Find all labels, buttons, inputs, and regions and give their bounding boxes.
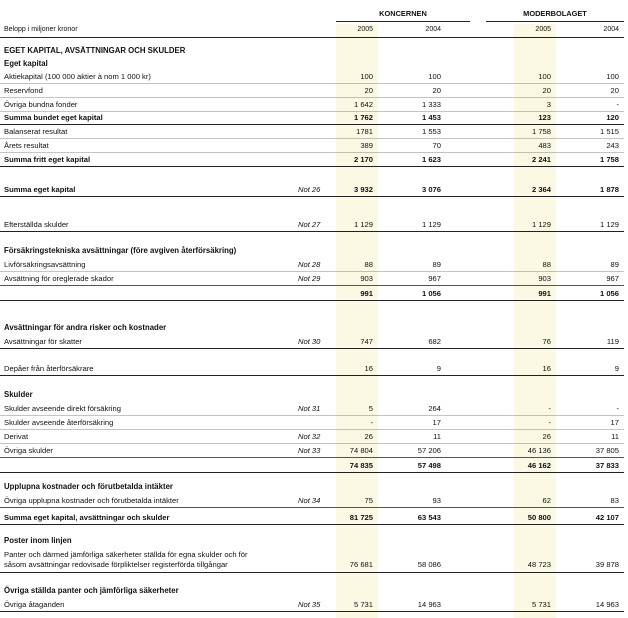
table-row [0, 598, 628, 612]
value-moder-2004: 9 [614, 364, 619, 373]
row-label: Summa fritt eget kapital [4, 155, 91, 164]
value-koncernen-2005: 1781 [356, 127, 373, 136]
table-row [0, 548, 628, 569]
row-label: Aktiekapital (100 000 aktier à nom 1 000 kr) [4, 72, 151, 81]
total-row [0, 287, 628, 301]
moderbolaget-header: MODERBOLAGET [523, 9, 587, 18]
value-koncernen-2004: 20 [432, 86, 441, 95]
value-moder-2004: 83 [610, 496, 619, 505]
value-moder-2004: 17 [610, 418, 619, 427]
value-koncernen-2005: 20 [364, 86, 373, 95]
value-koncernen-2005: 389 [360, 141, 373, 150]
row-divider [0, 285, 624, 286]
table-row [0, 84, 628, 98]
value-koncernen-2004: 17 [432, 418, 441, 427]
value-moder-2004: 89 [610, 260, 619, 269]
value-moder-2005: 16 [542, 364, 551, 373]
row-divider [0, 611, 624, 612]
moderbolaget-header-rule [486, 21, 624, 22]
value-moder-2004: 1 515 [599, 127, 619, 136]
note-reference: Not 30 [298, 337, 321, 346]
row-label: Årets resultat [4, 141, 49, 150]
value-koncernen-2005: - [370, 418, 373, 427]
value-koncernen-2005: 81 725 [349, 513, 373, 522]
note-reference: Not 28 [298, 260, 321, 269]
value-moder-2005: 1 758 [531, 127, 551, 136]
value-koncernen-2004: 1 333 [421, 100, 441, 109]
table-row [0, 272, 628, 286]
value-moder-2005: 46 136 [527, 446, 551, 455]
value-koncernen-2005: 76 681 [349, 560, 373, 569]
row-label: Livförsäkringsavsättning [4, 260, 86, 269]
value-moder-2004: 100 [606, 72, 619, 81]
value-moder-2005: - [548, 404, 551, 413]
table-row [0, 416, 628, 430]
year-moder-2004: 2004 [603, 26, 619, 33]
value-moder-2004: - [616, 100, 619, 109]
row-label: Balanserat resultat [4, 127, 68, 136]
section-heading-row [0, 44, 628, 58]
value-koncernen-2004: 967 [428, 274, 441, 283]
value-moder-2005: 3 [546, 100, 551, 109]
row-divider [0, 196, 624, 197]
value-moder-2005: 123 [538, 113, 551, 122]
total-row [0, 153, 628, 167]
value-moder-2005: 2 364 [531, 185, 551, 194]
value-moder-2004: 1 056 [599, 289, 619, 298]
value-moder-2004: 37 833 [595, 461, 619, 470]
note-reference: Not 26 [298, 185, 321, 194]
value-koncernen-2004: 1 129 [421, 220, 441, 229]
value-moder-2005: 62 [542, 496, 551, 505]
value-koncernen-2004: 14 963 [417, 600, 441, 609]
value-koncernen-2005: 1 762 [353, 113, 373, 122]
value-moder-2005: 100 [538, 72, 551, 81]
koncernen-header: KONCERNEN [379, 9, 427, 18]
row-divider [0, 524, 624, 525]
row-label: Summa eget kapital, avsättningar och skulder [4, 513, 170, 522]
value-koncernen-2005: 5 [368, 404, 373, 413]
row-label: Panter och därmed jämförliga säkerheter ställda för egna skulder och för [4, 550, 248, 559]
total-row [0, 111, 628, 125]
value-moder-2005: 88 [542, 260, 551, 269]
value-koncernen-2005: 75 [364, 496, 373, 505]
section-heading-row [0, 244, 628, 258]
row-divider [0, 507, 624, 508]
section-heading-row [0, 57, 628, 71]
row-divider [0, 572, 624, 573]
row-divider [0, 231, 624, 232]
note-reference: Not 34 [298, 496, 321, 505]
row-label: Övriga åtaganden [4, 600, 65, 609]
note-reference: Not 31 [298, 404, 321, 413]
value-moder-2004: 243 [606, 141, 619, 150]
value-koncernen-2005: 26 [364, 432, 373, 441]
value-moder-2004: 1 758 [599, 155, 619, 164]
table-row [0, 70, 628, 84]
koncernen-header-rule [336, 21, 470, 22]
value-moder-2004: 119 [606, 337, 619, 346]
table-row [0, 125, 628, 139]
row-label: Reservfond [4, 86, 43, 95]
value-moder-2005: 991 [538, 289, 551, 298]
value-koncernen-2004: 1 056 [421, 289, 441, 298]
value-koncernen-2005: 88 [364, 260, 373, 269]
value-koncernen-2005: 5 731 [353, 600, 373, 609]
value-koncernen-2004: 682 [428, 337, 441, 346]
value-koncernen-2004: 89 [432, 260, 441, 269]
value-moder-2005: 26 [542, 432, 551, 441]
value-moder-2004: 20 [610, 86, 619, 95]
value-moder-2005: 1 129 [531, 220, 551, 229]
section-title: Övriga ställda panter och jämförliga säkerheter [4, 586, 179, 595]
value-koncernen-2004: 63 543 [417, 513, 441, 522]
value-moder-2004: 39 878 [595, 560, 619, 569]
row-label: Avsättning för oreglerade skador [4, 274, 114, 283]
value-moder-2005: 50 800 [527, 513, 551, 522]
value-koncernen-2004: 93 [432, 496, 441, 505]
value-koncernen-2005: 903 [360, 274, 373, 283]
value-koncernen-2004: 57 498 [417, 461, 441, 470]
value-koncernen-2004: 1 453 [421, 113, 441, 122]
value-moder-2004: 37 805 [595, 446, 619, 455]
header-years-row [0, 23, 628, 37]
value-koncernen-2005: 1 642 [353, 100, 373, 109]
value-koncernen-2004: 11 [433, 432, 441, 441]
value-koncernen-2005: 1 129 [353, 220, 373, 229]
section-title: Eget kapital [4, 59, 48, 68]
row-label: Övriga bundna fonder [4, 100, 78, 109]
year-koncernen-2004: 2004 [425, 26, 441, 33]
section-title: Försäkringstekniska avsättningar (före avgiven återförsäkring) [4, 246, 237, 255]
total-row [0, 511, 628, 525]
value-koncernen-2005: 74 835 [349, 461, 373, 470]
section-heading-row [0, 321, 628, 335]
value-moder-2005: 903 [538, 274, 551, 283]
table-row [0, 98, 628, 112]
value-koncernen-2004: 58 086 [417, 560, 441, 569]
value-moder-2004: 120 [606, 113, 619, 122]
unit-label: Belopp i miljoner kronor [4, 26, 78, 33]
row-label: Summa bundet eget kapital [4, 113, 103, 122]
table-row [0, 430, 628, 444]
table-row [0, 218, 628, 232]
value-koncernen-2004: 1 623 [421, 155, 441, 164]
value-koncernen-2004: 1 553 [421, 127, 441, 136]
value-koncernen-2004: 9 [436, 364, 441, 373]
value-koncernen-2005: 2 170 [353, 155, 373, 164]
table-row [0, 139, 628, 153]
note-reference: Not 33 [298, 446, 321, 455]
table-row [0, 494, 628, 508]
row-label: Efterställda skulder [4, 220, 69, 229]
year-moder-2005: 2005 [535, 26, 551, 33]
row-label: Övriga skulder [4, 446, 53, 455]
value-moder-2005: 46 162 [527, 461, 551, 470]
value-moder-2004: 967 [606, 274, 619, 283]
value-moder-2004: 1 129 [599, 220, 619, 229]
value-moder-2005: 48 723 [527, 560, 551, 569]
section-heading-row [0, 584, 628, 598]
table-row [0, 362, 628, 376]
header-bottom-rule [0, 37, 624, 38]
row-label: Summa eget kapital [4, 185, 76, 194]
table-row [0, 258, 628, 272]
value-moder-2005: 76 [542, 337, 551, 346]
row-label: Derivat [4, 432, 29, 441]
row-divider [0, 472, 624, 473]
value-moder-2004: 1 878 [599, 185, 619, 194]
row-divider [0, 300, 624, 301]
value-koncernen-2004: 70 [432, 141, 441, 150]
value-koncernen-2005: 991 [360, 289, 373, 298]
value-koncernen-2005: 74 804 [349, 446, 373, 455]
value-koncernen-2004: 3 076 [421, 185, 441, 194]
section-title: EGET KAPITAL, AVSÄTTNINGAR OCH SKULDER [4, 46, 186, 55]
note-reference: Not 32 [298, 432, 321, 441]
value-moder-2004: 14 963 [595, 600, 619, 609]
value-moder-2005: 5 731 [531, 600, 551, 609]
total-row [0, 183, 628, 197]
row-divider [0, 457, 624, 458]
section-heading-row [0, 480, 628, 494]
value-koncernen-2004: 57 206 [417, 446, 441, 455]
value-koncernen-2005: 100 [360, 72, 373, 81]
note-reference: Not 35 [298, 600, 321, 609]
value-moder-2004: 11 [611, 432, 619, 441]
value-moder-2005: - [548, 418, 551, 427]
section-title: Skulder [4, 390, 33, 399]
note-reference: Not 29 [298, 274, 321, 283]
row-label-continued: såsom avsättningar redovisade förpliktelser registerförda tillgångar [4, 560, 228, 569]
year-koncernen-2005: 2005 [357, 26, 373, 33]
table-row [0, 444, 628, 458]
row-label: Övriga upplupna kostnader och förutbetalda intäkter [4, 496, 179, 505]
value-koncernen-2004: 264 [428, 404, 441, 413]
row-label: Skulder avseende återförsäkring [4, 418, 114, 427]
note-reference: Not 27 [298, 220, 321, 229]
row-divider [0, 166, 624, 167]
value-koncernen-2005: 3 932 [353, 185, 373, 194]
value-koncernen-2005: 747 [360, 337, 373, 346]
section-heading-row [0, 534, 628, 548]
row-divider [0, 348, 624, 349]
section-title: Poster inom linjen [4, 536, 72, 545]
row-divider [0, 375, 624, 376]
section-heading-row [0, 388, 628, 402]
section-title: Upplupna kostnader och förutbetalda intäkter [4, 482, 173, 491]
value-moder-2004: 42 107 [595, 513, 619, 522]
row-label: Depåer från återförsäkrare [4, 364, 94, 373]
value-moder-2005: 2 241 [531, 155, 551, 164]
value-moder-2004: - [616, 404, 619, 413]
total-row [0, 459, 628, 473]
value-moder-2005: 20 [542, 86, 551, 95]
row-label: Skulder avseende direkt försäkring [4, 404, 121, 413]
table-row [0, 335, 628, 349]
row-label: Avsättningar för skatter [4, 337, 82, 346]
value-moder-2005: 483 [538, 141, 551, 150]
value-koncernen-2004: 100 [428, 72, 441, 81]
value-koncernen-2005: 16 [364, 364, 373, 373]
table-row [0, 402, 628, 416]
section-title: Avsättningar för andra risker och kostnader [4, 323, 167, 332]
